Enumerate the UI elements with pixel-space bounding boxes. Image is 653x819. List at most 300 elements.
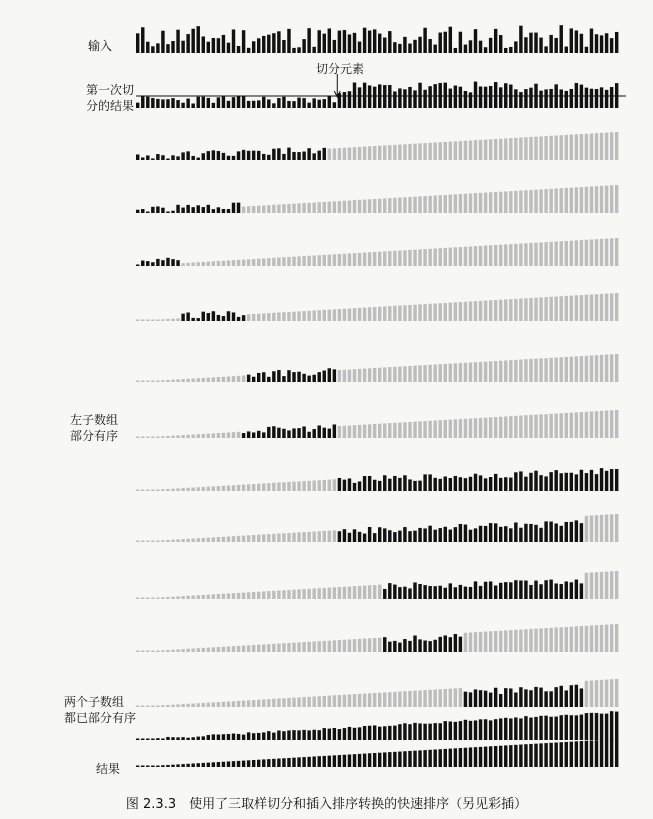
array-bar (363, 476, 366, 491)
array-bar (333, 148, 336, 160)
array-bar (479, 719, 482, 740)
array-bar (554, 743, 557, 768)
array-bar (318, 588, 321, 599)
array-bar (292, 372, 295, 382)
array-bar (207, 378, 210, 382)
array-bar (171, 597, 174, 599)
array-bar (600, 186, 603, 213)
array-bar (418, 481, 421, 491)
array-bar (343, 529, 346, 542)
array-bar (212, 702, 215, 707)
array-bar (519, 138, 522, 160)
array-bar (318, 30, 321, 53)
array-bar (146, 381, 149, 383)
array-bar (378, 199, 381, 213)
array-bar (615, 469, 618, 491)
array-bar (580, 470, 583, 491)
array-bar (181, 103, 184, 108)
array-bar (272, 759, 275, 767)
array-bar (449, 749, 452, 767)
array-bar (499, 746, 502, 767)
array-bar (267, 699, 270, 707)
array-bar (504, 360, 507, 382)
array-bar (499, 583, 502, 599)
array-bar (358, 532, 361, 542)
array-bar (353, 33, 356, 53)
array-bar (544, 476, 547, 491)
array-bar (439, 142, 442, 160)
array-bar (565, 413, 568, 438)
array-bar (469, 477, 472, 491)
array-bar (297, 152, 300, 160)
array-bar (605, 33, 608, 53)
array-bar (413, 582, 416, 599)
array-bar (176, 435, 179, 438)
array-bar (237, 96, 240, 108)
label-input: 输入 (88, 39, 113, 53)
array-bar (439, 303, 442, 321)
array-bar (202, 153, 205, 160)
array-bar (272, 534, 275, 542)
array-bar (403, 475, 406, 491)
array-bar (433, 143, 436, 161)
array-bar (504, 244, 507, 266)
array-bar (413, 40, 416, 53)
array-bar (519, 416, 522, 438)
array-bar (615, 739, 618, 767)
array-bar (247, 592, 250, 599)
array-bar (161, 540, 164, 542)
array-bar (171, 737, 174, 740)
array-bar (433, 586, 436, 599)
array-bar (323, 148, 326, 160)
array-bar (474, 246, 477, 266)
array-bar (267, 759, 270, 767)
array-bar (423, 304, 426, 321)
array-bar (388, 726, 391, 740)
array-bar (363, 694, 366, 707)
array-bar (247, 431, 250, 438)
array-bar (262, 97, 265, 108)
array-bar (565, 627, 568, 652)
array-bar (242, 536, 245, 542)
array-bar (302, 481, 305, 491)
array-bar (333, 309, 336, 321)
array-bar (191, 488, 194, 492)
array-bar (474, 689, 477, 707)
array-bar (171, 650, 174, 652)
array-bar (383, 306, 386, 321)
array-bar (433, 750, 436, 768)
array-bar (277, 534, 280, 542)
array-bar (353, 728, 356, 740)
array-bar (373, 753, 376, 767)
array-bar (156, 99, 159, 108)
array-bar (418, 143, 421, 160)
array-bar (585, 356, 588, 382)
array-bar (156, 541, 159, 543)
array-bar (519, 299, 522, 321)
array-bar (378, 424, 381, 438)
array-bar (207, 434, 210, 438)
array-bar (529, 585, 532, 599)
array-bar (373, 307, 376, 321)
array-bar (343, 92, 346, 108)
array-bar (590, 470, 593, 491)
array-bar (489, 477, 492, 491)
array-bar (207, 648, 210, 652)
array-bar (202, 97, 205, 108)
array-bar (383, 692, 386, 707)
array-bar (439, 195, 442, 213)
array-bar (328, 96, 331, 108)
array-bar (575, 626, 578, 652)
array-bar (348, 91, 351, 108)
array-bar (539, 475, 542, 491)
array-bar (570, 742, 573, 767)
array-bar (560, 742, 563, 767)
array-bar (479, 41, 482, 53)
array-bar (444, 303, 447, 321)
array-bar (363, 28, 366, 53)
array-bar (307, 642, 310, 652)
array-bar (585, 681, 588, 707)
array-bar (605, 471, 608, 491)
array-bar (323, 34, 326, 53)
array-bar (373, 29, 376, 53)
array-bar (529, 243, 532, 266)
array-bar (418, 584, 421, 599)
array-bar (171, 41, 174, 53)
array-bar (207, 205, 210, 213)
array-bar (312, 697, 315, 708)
array-bar (529, 137, 532, 160)
array-bar (454, 748, 457, 767)
array-bar (176, 704, 179, 707)
array-bar (469, 721, 472, 740)
array-bar (600, 680, 603, 707)
array-bar (302, 98, 305, 108)
array-bar (459, 247, 462, 266)
array-bar (348, 369, 351, 382)
array-bar (529, 524, 532, 542)
array-bar (368, 199, 371, 213)
array-bar (413, 481, 416, 491)
array-bar (560, 413, 563, 438)
array-bar (585, 516, 588, 542)
array-bar (151, 98, 154, 108)
array-bar (479, 301, 482, 321)
array-bar (247, 259, 250, 266)
array-bar (494, 300, 497, 321)
array-bar (222, 316, 225, 321)
array-bar (469, 246, 472, 266)
array-bar (585, 573, 588, 599)
array-bar (197, 205, 200, 213)
array-bar (499, 139, 502, 160)
array-bar (469, 692, 472, 707)
array-bar (539, 358, 542, 382)
array-bar (161, 650, 164, 652)
array-bar (560, 135, 563, 160)
array-bar (408, 44, 411, 53)
array-bar (373, 725, 376, 740)
array-bar (217, 433, 220, 438)
array-bar (136, 381, 139, 383)
array-bar (433, 478, 436, 491)
array-bar (575, 685, 578, 707)
array-bar (217, 38, 220, 53)
array-bar (186, 263, 189, 266)
array-bar (191, 764, 194, 768)
array-bar (318, 202, 321, 213)
array-bar (176, 488, 179, 491)
array-bar (590, 89, 593, 108)
array-bar (333, 587, 336, 599)
array-bar (237, 485, 240, 491)
array-bar (575, 30, 578, 53)
array-bar (403, 366, 406, 382)
array-bar (237, 734, 240, 740)
array-bar (222, 647, 225, 652)
array-bar (373, 87, 376, 108)
array-bar (191, 737, 194, 740)
array-bar (413, 723, 416, 740)
array-bar (343, 254, 346, 266)
array-bar (353, 529, 356, 542)
array-bar (181, 208, 184, 213)
array-bar (398, 692, 401, 707)
array-bar (257, 645, 260, 652)
array-bar (277, 31, 280, 53)
array-bar (242, 761, 245, 767)
array-bar (479, 632, 482, 652)
array-bar (373, 252, 376, 266)
array-bar (333, 479, 336, 491)
array-bar (383, 528, 386, 542)
array-bar (161, 597, 164, 599)
array-bar (247, 732, 250, 740)
array-bar (363, 754, 366, 767)
array-bar (549, 136, 552, 160)
array-bar (575, 295, 578, 321)
array-bar (383, 85, 386, 108)
array-bar (141, 261, 144, 266)
array-bar (554, 297, 557, 322)
array-bar (514, 89, 517, 108)
array-bar (358, 481, 361, 491)
array-bar (585, 47, 588, 53)
array-bar (398, 478, 401, 491)
array-bar (333, 695, 336, 707)
array-bar (202, 703, 205, 707)
array-bar (595, 89, 598, 108)
array-bar (428, 249, 431, 266)
array-bar (373, 585, 376, 599)
array-bar (343, 426, 346, 438)
array-bar (383, 367, 386, 382)
array-bar (560, 584, 563, 599)
array-bar (262, 483, 265, 491)
array-bar (484, 582, 487, 599)
array-bar (136, 320, 139, 322)
array-bar (388, 692, 391, 707)
array-bar (534, 415, 537, 438)
array-bar (212, 433, 215, 438)
array-bar (237, 536, 240, 542)
array-bar (534, 243, 537, 266)
array-bar (610, 185, 613, 213)
array-bar (529, 744, 532, 767)
array-bar (146, 320, 149, 322)
array-bar (509, 299, 512, 321)
array-bar (307, 256, 310, 266)
array-bar (353, 369, 356, 382)
array-bar (428, 526, 431, 542)
array-bar (388, 198, 391, 213)
array-bar (242, 376, 245, 382)
array-bar (504, 299, 507, 321)
array-bar (524, 137, 527, 160)
array-bar (302, 374, 305, 382)
array-bar (207, 595, 210, 599)
array-bar (151, 207, 154, 213)
array-bar (141, 27, 144, 53)
array-bar (378, 34, 381, 53)
array-bar (156, 206, 159, 213)
array-bar (252, 151, 255, 160)
array-bar (433, 421, 436, 439)
array-bar (449, 364, 452, 382)
array-bar (338, 755, 341, 767)
array-bar (474, 474, 477, 491)
array-bar (484, 747, 487, 767)
array-bar (549, 189, 552, 213)
array-bar (222, 97, 225, 108)
array-bar (318, 151, 321, 160)
array-bar (469, 40, 472, 53)
array-bar (247, 484, 250, 491)
array-bar (378, 307, 381, 321)
array-bar (444, 364, 447, 382)
array-bar (237, 646, 240, 652)
array-bar (605, 186, 608, 213)
array-bar (570, 473, 573, 491)
array-bar (328, 149, 331, 160)
array-bar (338, 729, 341, 740)
array-bar (318, 480, 321, 491)
array-bar (580, 626, 583, 652)
array-bar (176, 318, 179, 321)
label-first-partition: 第一次切 分的结果 (86, 83, 135, 113)
array-bar (514, 244, 517, 266)
array-bar (560, 715, 563, 740)
array-bar (191, 103, 194, 108)
array-bar (207, 42, 210, 53)
array-bar (242, 260, 245, 266)
array-bar (499, 245, 502, 266)
array-bar (514, 138, 517, 160)
array-bar (439, 689, 442, 707)
array-bar (343, 587, 346, 599)
array-bar (328, 531, 331, 542)
array-bar (580, 523, 583, 542)
array-bar (257, 760, 260, 767)
array-bar (297, 589, 300, 599)
array-bar (514, 693, 517, 707)
array-bar (287, 730, 290, 740)
array-bar (318, 255, 321, 266)
array-bar (191, 539, 194, 543)
array-bar (272, 258, 275, 266)
array-bar (267, 155, 270, 160)
array-bar (383, 637, 386, 652)
array-bar (272, 699, 275, 707)
array-bar (383, 38, 386, 53)
array-bar (474, 362, 477, 382)
array-bar (242, 593, 245, 599)
array-bar (519, 471, 522, 491)
array-bar (328, 588, 331, 599)
array-bar (222, 153, 225, 160)
array-bar (247, 206, 250, 213)
array-bar (257, 592, 260, 599)
array-bar (570, 135, 573, 160)
array-bar (348, 200, 351, 213)
array-bar (343, 370, 346, 382)
array-bar (207, 763, 210, 767)
array-bar (388, 31, 391, 53)
array-bar (217, 377, 220, 382)
array-bar (227, 593, 230, 599)
array-bar (554, 717, 557, 740)
array-bar (207, 735, 210, 740)
array-bar (489, 631, 492, 652)
array-bar (161, 765, 164, 767)
array-bar (388, 583, 391, 599)
array-bar (166, 737, 169, 740)
array-bar (474, 82, 477, 108)
array-bar (176, 764, 179, 767)
array-bar (257, 206, 260, 213)
array-bar (393, 145, 396, 160)
array-bar (423, 196, 426, 213)
array-bar (464, 720, 467, 740)
array-bar (615, 514, 618, 542)
array-bar (544, 297, 547, 321)
array-bar (474, 29, 477, 53)
array-bar (247, 151, 250, 160)
array-bar (353, 639, 356, 652)
array-bar (287, 204, 290, 213)
array-bar (222, 762, 225, 767)
array-bar (287, 148, 290, 160)
array-bar (368, 146, 371, 160)
array-bar (539, 136, 542, 160)
array-bar (534, 629, 537, 652)
array-bar (474, 140, 477, 160)
array-bar (197, 158, 200, 160)
array-bar (423, 90, 426, 108)
array-bar (348, 533, 351, 542)
array-bar (519, 528, 522, 542)
array-bar (222, 486, 225, 491)
array-bar (464, 692, 467, 707)
array-bar (433, 45, 436, 53)
array-bar (509, 244, 512, 266)
array-bar (534, 190, 537, 213)
array-bar (156, 320, 159, 322)
